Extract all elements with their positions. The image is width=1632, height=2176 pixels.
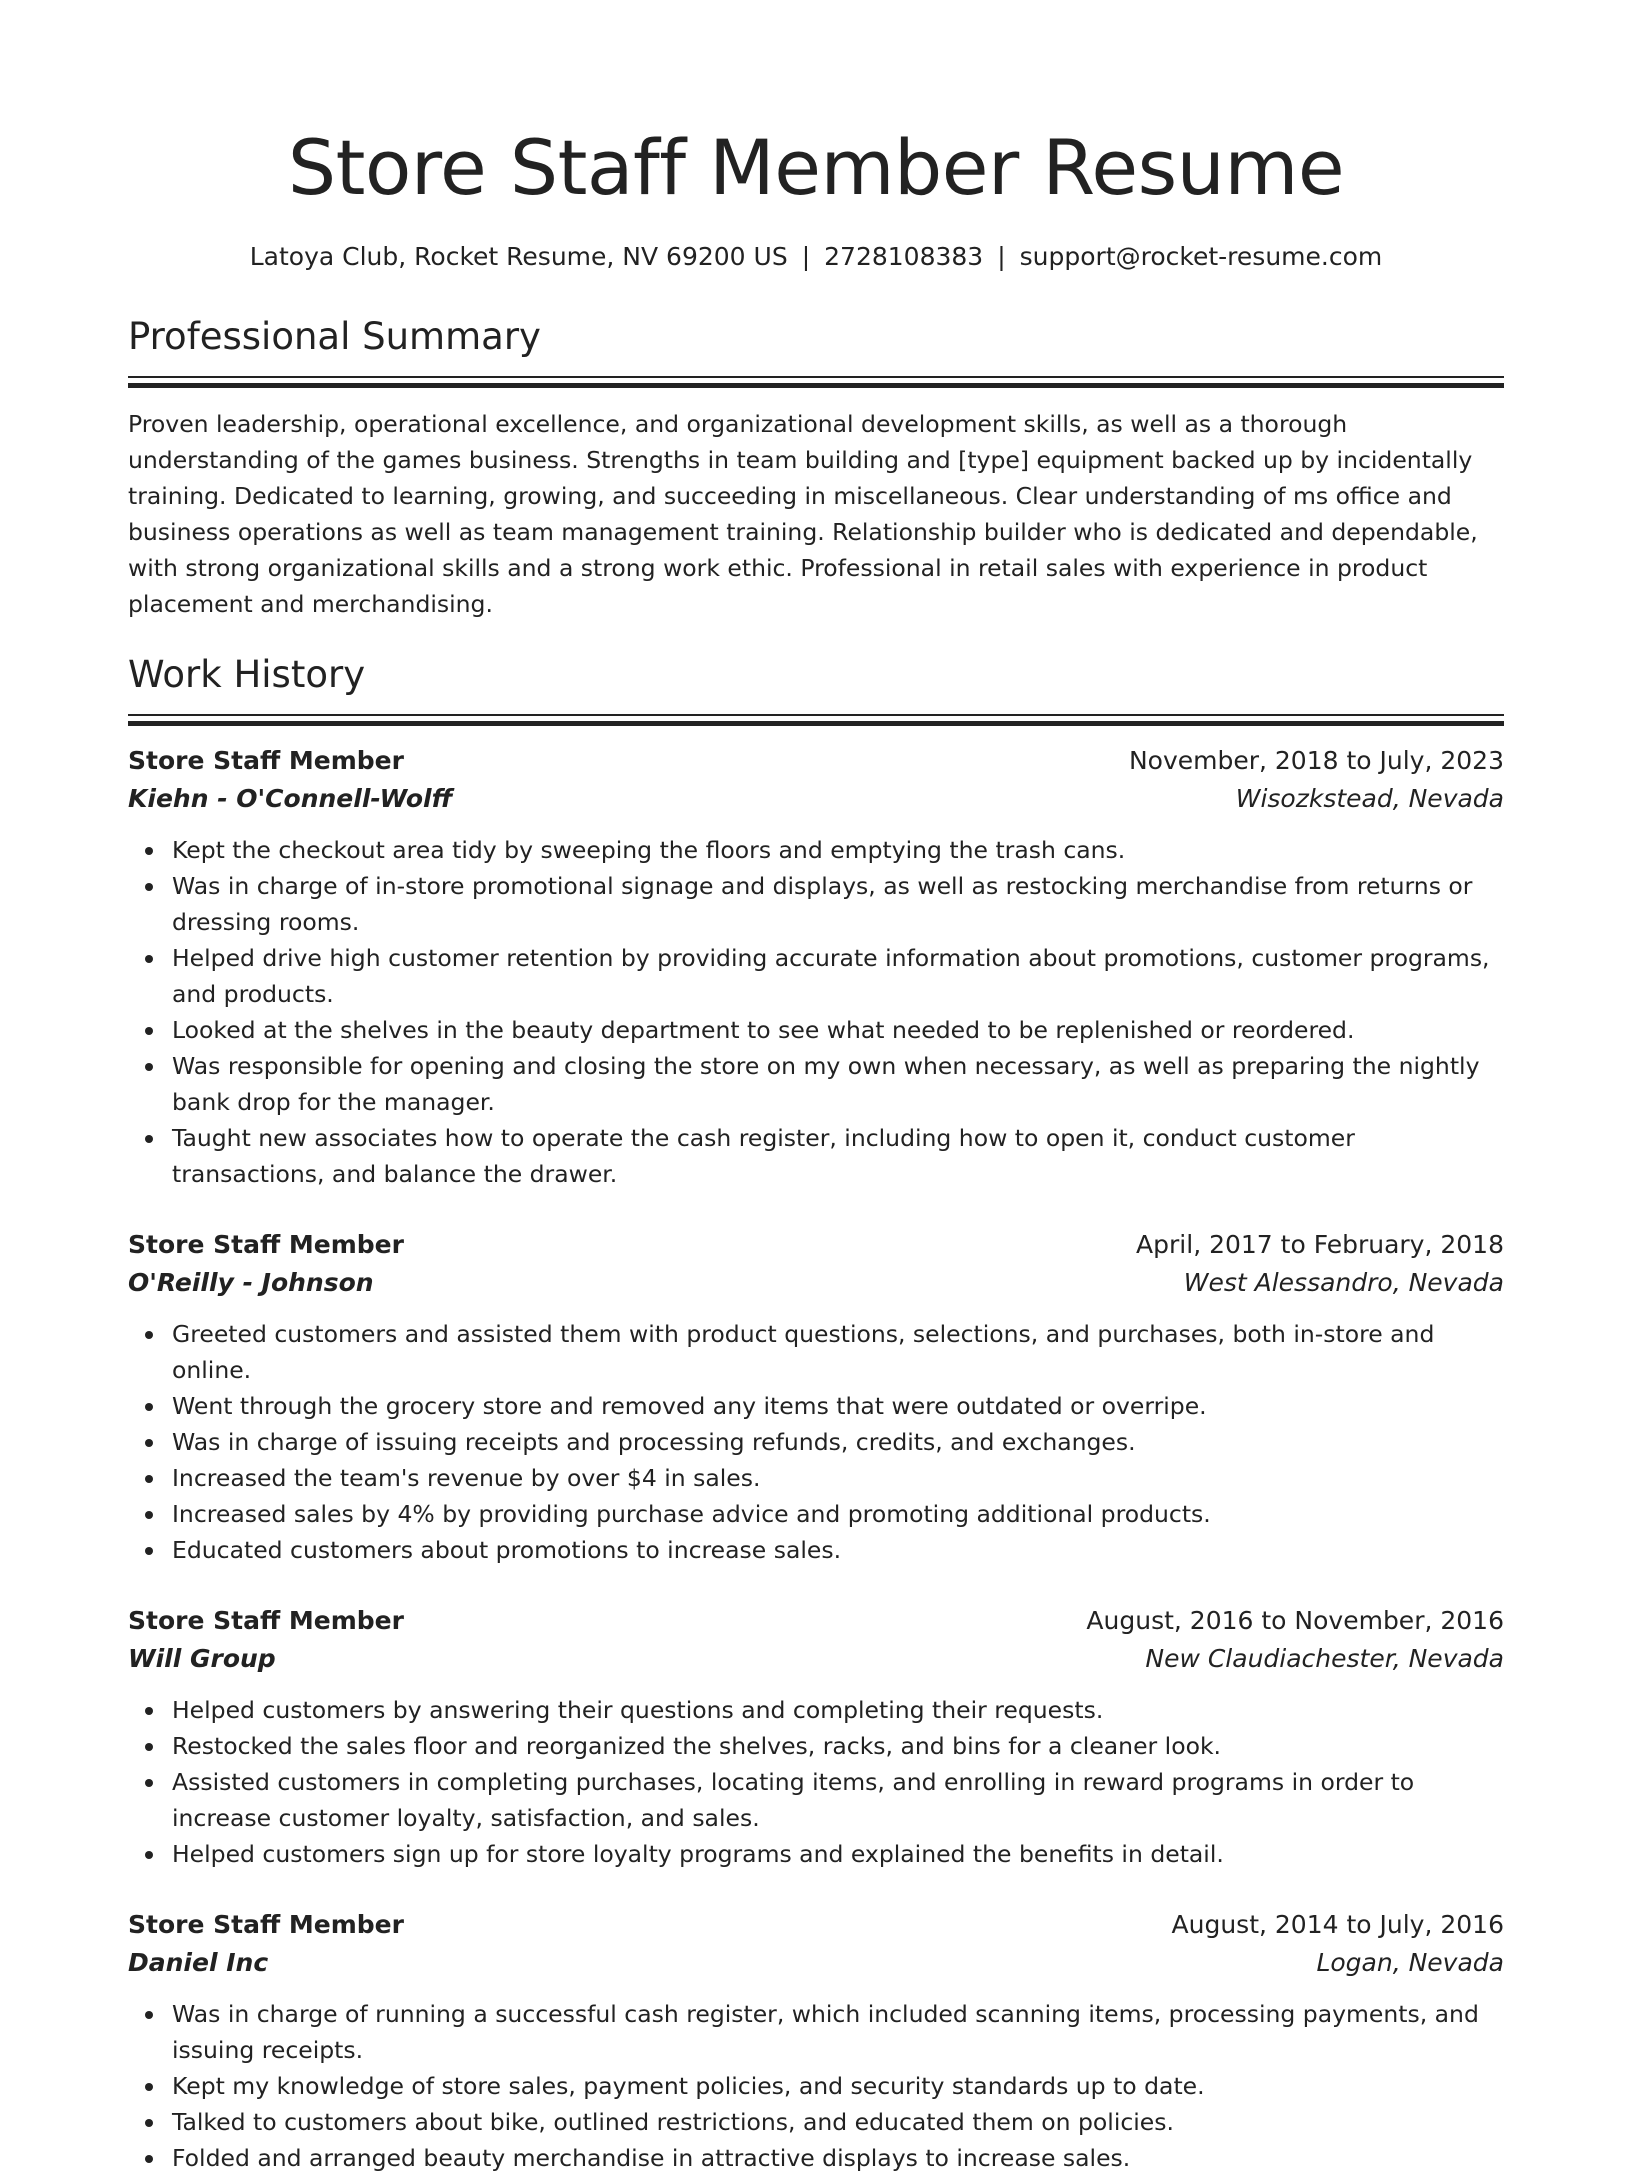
job-dates: August, 2014 to July, 2016: [1171, 1910, 1504, 1939]
job-bullet: Taught new associates how to operate the cash register, including how to open it, conduct customer transactions, and balance the drawer.: [128, 1120, 1504, 1192]
job-bullet: Kept the checkout area tidy by sweeping the floors and emptying the trash cans.: [128, 832, 1504, 868]
job-title: Store Staff Member: [128, 1606, 404, 1635]
contact-line: [128, 240, 1504, 274]
summary-heading: Professional Summary: [128, 315, 541, 358]
job-bullet: Looked at the shelves in the beauty department to see what needed to be replenished or reordered.: [128, 1012, 1504, 1048]
job-bullet: Increased sales by 4% by providing purchase advice and promoting additional products.: [128, 1496, 1504, 1532]
job-header-row: [128, 1906, 1504, 1944]
job-header-row: [128, 1602, 1504, 1640]
job-bullet-list: [128, 1692, 1504, 1872]
job-company: Kiehn - O'Connell-Wolff: [128, 784, 453, 813]
job-bullet: Was in charge of in-store promotional signage and displays, as well as restocking merchandise from returns or dressing rooms.: [128, 868, 1504, 940]
job-subheader-row: [128, 1264, 1504, 1302]
contact-address: Latoya Club, Rocket Resume, NV 69200 US: [249, 242, 788, 271]
job-entry: [128, 1906, 1504, 2176]
job-bullet: Increased the team's revenue by over $4 in sales.: [128, 1460, 1504, 1496]
job-company: Daniel Inc: [128, 1948, 269, 1977]
work-history-heading: Work History: [128, 653, 366, 696]
job-bullet: Educated customers about promotions to increase sales.: [128, 1532, 1504, 1568]
job-dates: August, 2016 to November, 2016: [1086, 1606, 1504, 1635]
job-bullet: Went through the grocery store and removed any items that were outdated or overripe.: [128, 1388, 1504, 1424]
job-bullet: Helped customers by answering their questions and completing their requests.: [128, 1692, 1504, 1728]
contact-phone: 2728108383: [824, 242, 984, 271]
job-entry: [128, 742, 1504, 1192]
page-title: Store Staff Member Resume: [287, 123, 1345, 212]
job-dates: November, 2018 to July, 2023: [1128, 746, 1504, 775]
job-bullet-list: [128, 832, 1504, 1192]
job-subheader-row: [128, 780, 1504, 818]
job-bullet: Restocked the sales floor and reorganized the shelves, racks, and bins for a cleaner look.: [128, 1728, 1504, 1764]
job-entry: [128, 1226, 1504, 1568]
job-bullet: Was responsible for opening and closing the store on my own when necessary, as well as preparing the nightly bank drop for the manager.: [128, 1048, 1504, 1120]
job-location: Wisozkstead, Nevada: [1235, 784, 1504, 813]
job-bullet: Folded and arranged beauty merchandise in attractive displays to increase sales.: [128, 2140, 1504, 2176]
job-title: Store Staff Member: [128, 1910, 404, 1939]
job-bullet: Talked to customers about bike, outlined restrictions, and educated them on policies.: [128, 2104, 1504, 2140]
section-divider: [128, 714, 1504, 726]
job-bullet: Was in charge of issuing receipts and processing refunds, credits, and exchanges.: [128, 1424, 1504, 1460]
summary-text: Proven leadership, operational excellence, and organizational development skills, as well as a thorough understanding of the games business. Strengths in team building and [type] equipment backed up by incidentally training. Dedicated to learning, growing, and succeeding in miscellaneous. Clear understanding of ms office and business operations as well as team management training. Relationship builder who is dedicated and dependable, with strong organizational skills and a strong work ethic. Professional in retail sales with experience in product placement and merchandising.: [128, 410, 1478, 618]
contact-email: support@rocket-resume.com: [1019, 242, 1383, 271]
job-subheader-row: [128, 1944, 1504, 1982]
job-location: West Alessandro, Nevada: [1183, 1268, 1504, 1297]
job-bullet: Helped customers sign up for store loyalty programs and explained the benefits in detail.: [128, 1836, 1504, 1872]
job-header-row: [128, 742, 1504, 780]
job-dates: April, 2017 to February, 2018: [1136, 1230, 1504, 1259]
job-bullet: Assisted customers in completing purchases, locating items, and enrolling in reward programs in order to increase customer loyalty, satisfaction, and sales.: [128, 1764, 1504, 1836]
job-entry: [128, 1602, 1504, 1872]
job-bullet: Helped drive high customer retention by providing accurate information about promotions, customer programs, and products.: [128, 940, 1504, 1012]
job-bullet-list: [128, 1316, 1504, 1568]
section-divider: [128, 376, 1504, 388]
job-bullet: Was in charge of running a successful cash register, which included scanning items, processing payments, and issuing receipts.: [128, 1996, 1504, 2068]
job-header-row: [128, 1226, 1504, 1264]
job-location: Logan, Nevada: [1316, 1948, 1504, 1977]
job-bullet: Kept my knowledge of store sales, payment policies, and security standards up to date.: [128, 2068, 1504, 2104]
job-title: Store Staff Member: [128, 1230, 404, 1259]
contact-separator: |: [997, 242, 1006, 271]
job-bullet-list: [128, 1996, 1504, 2176]
job-bullet: Greeted customers and assisted them with product questions, selections, and purchases, both in-store and online.: [128, 1316, 1504, 1388]
job-company: Will Group: [128, 1644, 276, 1673]
job-location: New Claudiachester, Nevada: [1145, 1644, 1504, 1673]
job-title: Store Staff Member: [128, 746, 404, 775]
job-subheader-row: [128, 1640, 1504, 1678]
job-company: O'Reilly - Johnson: [128, 1268, 374, 1297]
contact-separator: |: [801, 242, 811, 271]
